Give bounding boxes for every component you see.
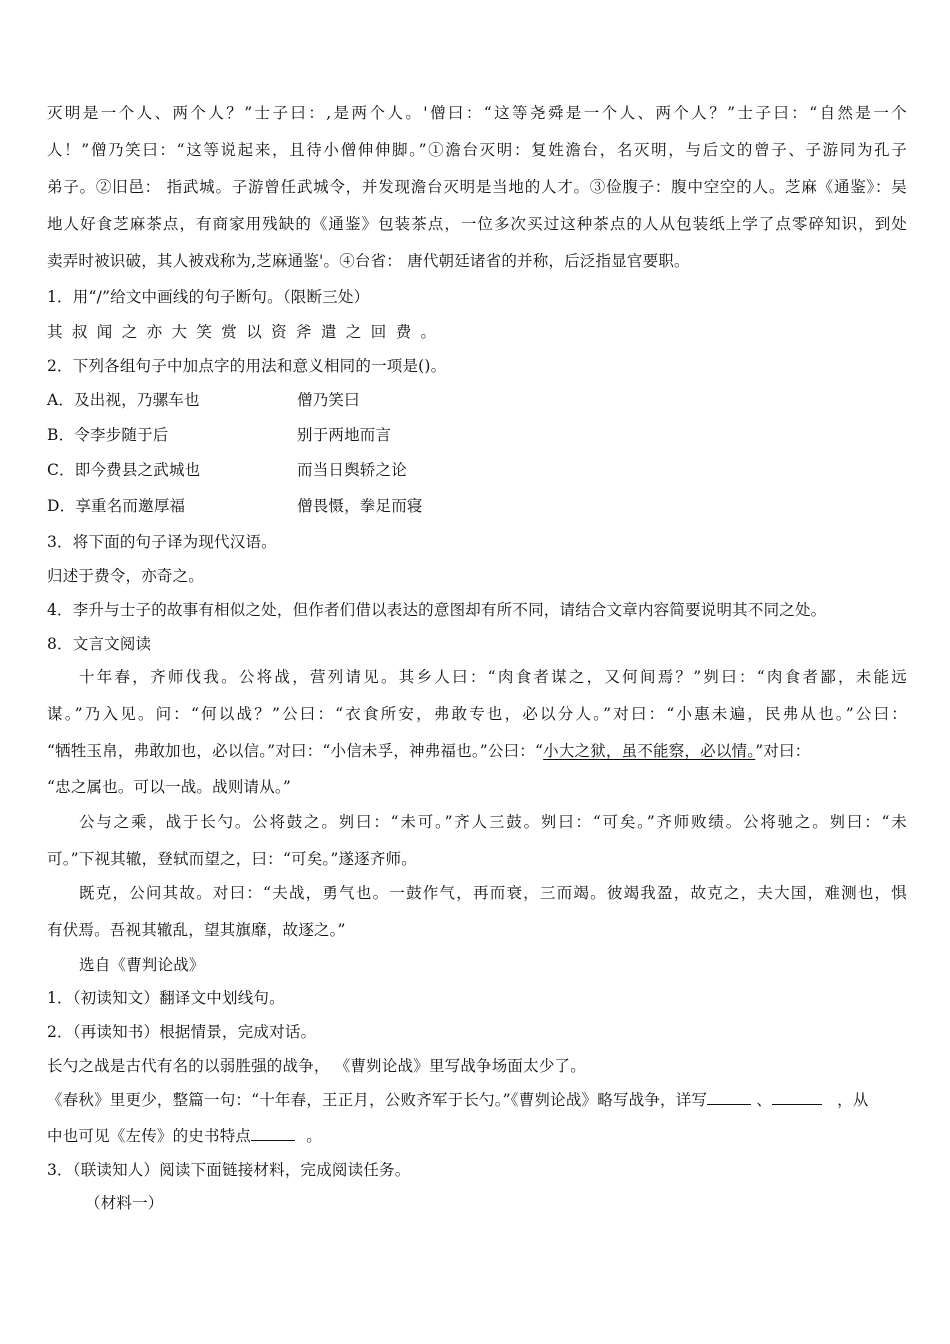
- passage-p1-line4: “忠之属也。可以一战。战则请从。”: [47, 778, 291, 796]
- passage-p1-line1: 十年春，齐师伐我。公将战，营列请见。其乡人曰：“肉食者谋之，又何间焉？”刿曰：“肉食者鄙，未能远: [79, 668, 907, 686]
- note-line-3: 弟子。②旧邑： 指武城。子游曾任武城令，并发现澹台灭明是当地的人才。③俭腹子：腹中空空的人。芝麻《通鉴》：吴: [47, 178, 907, 196]
- fill-line-text: 《春秋》里更少，整篇一句：“十年春，王正月，公败齐军于长勺。”《曹刿论战》略写战争，详写: [47, 1091, 708, 1109]
- question-4: 4．李升与士子的故事有相似之处，但作者们借以表达的意图却有所不同，请结合文章内容简要说明其不同之处。: [47, 601, 827, 619]
- section-8-question-2: 2．（再读知书）根据情景，完成对话。: [47, 1023, 317, 1041]
- question-3: 3．将下面的句子译为现代汉语。: [47, 533, 277, 551]
- option-d-right: 僧畏慑，拳足而寝: [297, 497, 423, 515]
- section-8-question-1: 1．（初读知文）翻译文中划线句。: [47, 989, 285, 1007]
- option-a-right: 僧乃笑曰: [297, 391, 360, 409]
- passage-p3-line1: 既克，公问其故。对曰：“夫战，勇气也。一鼓作气，再而衰，三而竭。彼竭我盈，故克之，夫大国，难测也，惧: [79, 884, 907, 902]
- question-3-sentence: 归述于费令，亦奇之。: [47, 567, 205, 585]
- passage-p1-line2: 谋。”乃入见。问：“何以战？”公曰：“衣食所安，弗敢专也，必以分人。”对曰：“小惠未遍，民弗从也。”公曰：: [47, 705, 907, 723]
- note-line-5: 卖弄时被识破，其人被戏称为,芝麻通鉴'。④台省： 唐代朝廷诸省的并称，后泛指显官要职。: [47, 252, 690, 270]
- passage-p2-line1: 公与之乘，战于长勺。公将鼓之。刿曰：“未可。”齐人三鼓。刿曰：“可矣。”齐师败绩。公将驰之。刿曰：“未: [79, 813, 907, 831]
- answer-blank-3[interactable]: [251, 1126, 295, 1141]
- section-8-heading: 8．文言文阅读: [47, 635, 152, 653]
- option-b-left: B．令李步随于后: [47, 426, 169, 444]
- note-line-1: 灭明是一个人、两个人？”士子曰：,是两个人。'僧曰：“这等尧舜是一个人、两个人？”士子曰：“自然是一个: [47, 104, 907, 122]
- question-2: 2．下列各组句子中加点字的用法和意义相同的一项是()。: [47, 357, 447, 375]
- note-line-4: 地人好食芝麻茶点，有商家用残缺的《通鉴》包装茶点，一位多次买过这种茶点的人从包装纸上学了点零碎知识，到处: [47, 215, 907, 233]
- option-c-right: 而当日舆轿之论: [297, 461, 407, 479]
- passage-p1-line3-post: ”对曰：: [755, 742, 811, 760]
- option-c: [47, 460, 907, 480]
- section-8-q2-context: 长勺之战是古代有名的以弱胜强的战争， 《曹刿论战》里写战争场面太少了。: [47, 1057, 586, 1075]
- option-a: [47, 390, 907, 410]
- fill-line-tail: ，从: [837, 1091, 869, 1109]
- material-one-label: （材料一）: [85, 1194, 164, 1212]
- question-1-sentence: 其叔闻之亦大笑赏以资斧遣之回费。: [47, 323, 446, 341]
- passage-p2-line2: 可。”下视其辙，登轼而望之，曰：“可矣。”遂逐齐师。: [47, 850, 417, 868]
- option-b-right: 别于两地而言: [297, 426, 392, 444]
- fill-line-2-tail: 。: [306, 1127, 322, 1145]
- section-8-question-3: 3．（联读知人）阅读下面链接材料，完成阅读任务。: [47, 1161, 411, 1179]
- passage-source: 选自《曹判论战》: [79, 956, 205, 974]
- fill-line-2-text: 中也可见《左传》的史书特点: [47, 1127, 252, 1145]
- blank-separator: 、: [756, 1091, 772, 1109]
- section-8-q2-fill-line-2: [47, 1126, 907, 1146]
- passage-p1-line3: [47, 741, 907, 761]
- option-c-left: C．即今费县之武城也: [47, 461, 201, 479]
- answer-blank-1[interactable]: [707, 1090, 751, 1105]
- answer-blank-2[interactable]: [772, 1090, 822, 1105]
- question-1: 1．用“/”给文中画线的句子断句。（限断三处）: [47, 288, 370, 306]
- option-a-left: A．及出视，乃骡车也: [47, 391, 200, 409]
- note-line-2: 人！”僧乃笑曰：“这等说起来，且待小僧伸伸脚。”①澹台灭明：复姓澹台，名灭明，与后文的曾子、子游同为孔子: [47, 141, 907, 159]
- passage-p3-line2: 有伏焉。吾视其辙乱，望其旗靡，故逐之。”: [47, 921, 346, 939]
- option-d: [47, 496, 907, 516]
- underlined-sentence: 小大之狱，虽不能察，必以情。: [543, 742, 756, 760]
- section-8-q2-fill-line: [47, 1090, 907, 1110]
- option-b: [47, 425, 907, 445]
- option-d-left: D．享重名而邀厚福: [47, 497, 186, 515]
- passage-p1-line3-pre: “牺牲玉帛，弗敢加也，必以信。”对曰：“小信未孚，神弗福也。”公曰：“: [47, 742, 544, 760]
